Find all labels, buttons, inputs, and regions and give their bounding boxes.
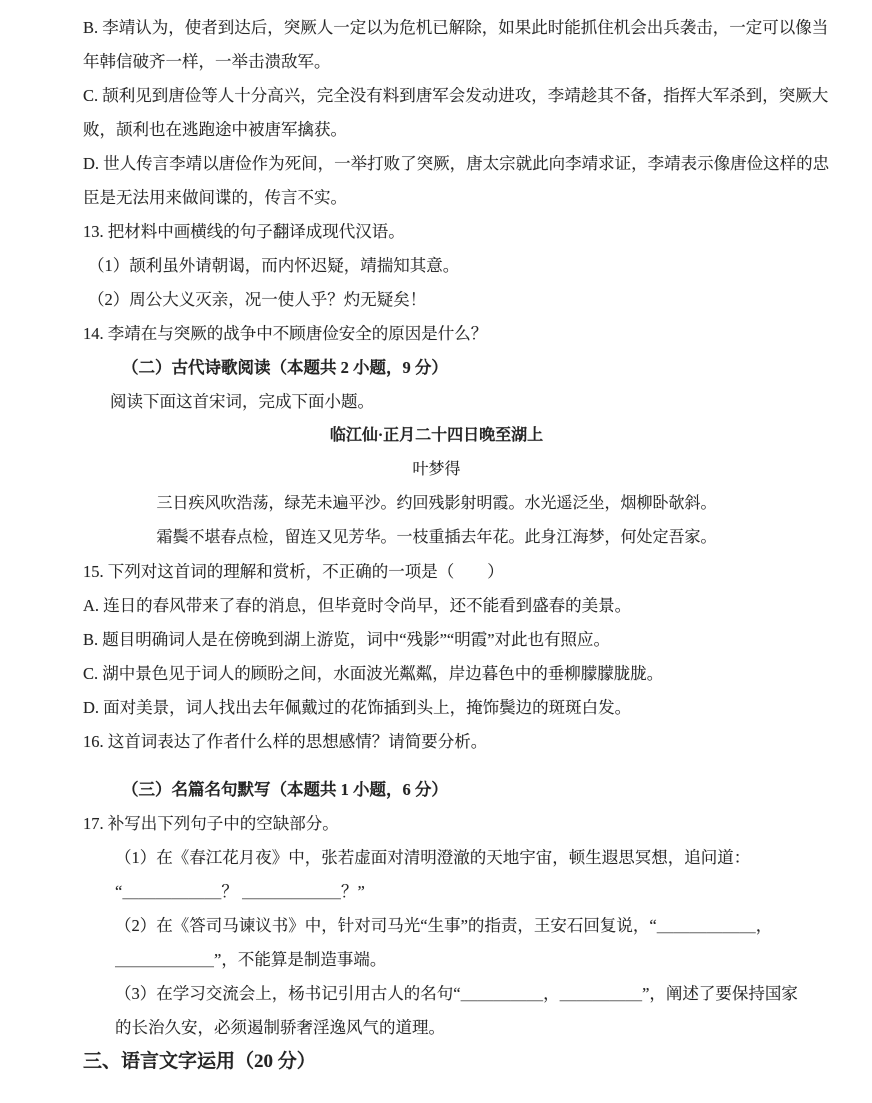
question-17-item3-line2: 的长治久安，必须遏制骄奢淫逸风气的道理。 — [115, 1018, 445, 1037]
poem-intro: 阅读下面这首宋词，完成下面小题。 — [110, 392, 374, 411]
poem-line2: 霜鬓不堪春点检，留连又见芳华。一枝重插去年花。此身江海梦，何处定吾家。 — [156, 529, 717, 546]
question-13-item2: （2）周公大义灭亲，况一使人乎？灼无疑矣！ — [88, 290, 427, 309]
question-17: 17. 补写出下列句子中的空缺部分。 — [83, 814, 339, 833]
question-17-item1-blanks: “＿＿＿＿＿＿？ ＿＿＿＿＿＿？” — [115, 882, 365, 901]
question-13: 13. 把材料中画横线的句子翻译成现代汉语。 — [83, 222, 405, 241]
question-17-item1-line1: （1）在《春江花月夜》中，张若虚面对清明澄澈的天地宇宙，顿生遐思冥想，追问道： — [115, 848, 751, 867]
question-15-option-a: A. 连日的春风带来了春的消息，但毕竟时令尚早，还不能看到盛春的美景。 — [83, 596, 632, 615]
option-d-line1: D. 世人传言李靖以唐俭作为死间，一举打败了突厥，唐太宗就此向李靖求证，李靖表示像唐俭这样的忠 — [83, 154, 830, 173]
question-15-option-b: B. 题目明确词人是在傍晚到湖上游览，词中“残影”“明霞”对此也有照应。 — [83, 630, 611, 649]
option-c-line1: C. 颉利见到唐俭等人十分高兴，完全没有料到唐军会发动进攻，李靖趁其不备，指挥大军杀到，突厥大 — [83, 86, 829, 105]
question-17-item3-line1: （3）在学习交流会上，杨书记引用古人的名句“＿＿＿＿＿，＿＿＿＿＿”，阐述了要保持国家 — [115, 984, 798, 1003]
part-3-header: 三、语言文字运用（20 分） — [83, 1051, 316, 1072]
option-c-line2: 败，颉利也在逃跑途中被唐军擒获。 — [83, 120, 347, 139]
question-14: 14. 李靖在与突厥的战争中不顾唐俭安全的原因是什么？ — [83, 324, 488, 343]
poem-title: 临江仙·正月二十四日晚至湖上 — [329, 427, 544, 444]
section-2-header: （二）古代诗歌阅读（本题共 2 小题，9 分） — [122, 358, 448, 377]
question-17-item2-line2: ＿＿＿＿＿＿”，不能算是制造事端。 — [115, 950, 387, 969]
poem-line1: 三日疾风吹浩荡，绿芜未遍平沙。约回残影射明霞。水光遥泛坐，烟柳卧欹斜。 — [156, 495, 717, 512]
option-d-line2: 臣是无法用来做间谍的，传言不实。 — [83, 188, 347, 207]
poem-author: 叶梦得 — [412, 461, 461, 478]
question-15: 15. 下列对这首词的理解和赏析，不正确的一项是（ ） — [83, 562, 504, 581]
section-3-header: （三）名篇名句默写（本题共 1 小题，6 分） — [122, 780, 448, 799]
question-17-item2-line1: （2）在《答司马谏议书》中，针对司马光“生事”的指责，王安石回复说，“＿＿＿＿＿＿， — [115, 916, 773, 935]
option-b-line1: B. 李靖认为，使者到达后，突厥人一定以为危机已解除，如果此时能抓住机会出兵袭击，一定可以像当 — [83, 18, 829, 37]
option-b-line2: 年韩信破齐一样，一举击溃敌军。 — [83, 52, 331, 71]
question-16: 16. 这首词表达了作者什么样的思想感情？请简要分析。 — [83, 732, 488, 751]
question-13-item1: （1）颉利虽外请朝谒，而内怀迟疑，靖揣知其意。 — [88, 256, 460, 275]
question-15-option-c: C. 湖中景色见于词人的顾盼之间，水面波光粼粼，岸边暮色中的垂柳朦朦胧胧。 — [83, 664, 664, 683]
question-15-option-d: D. 面对美景，词人找出去年佩戴过的花饰插到头上，掩饰鬓边的斑斑白发。 — [83, 698, 632, 717]
